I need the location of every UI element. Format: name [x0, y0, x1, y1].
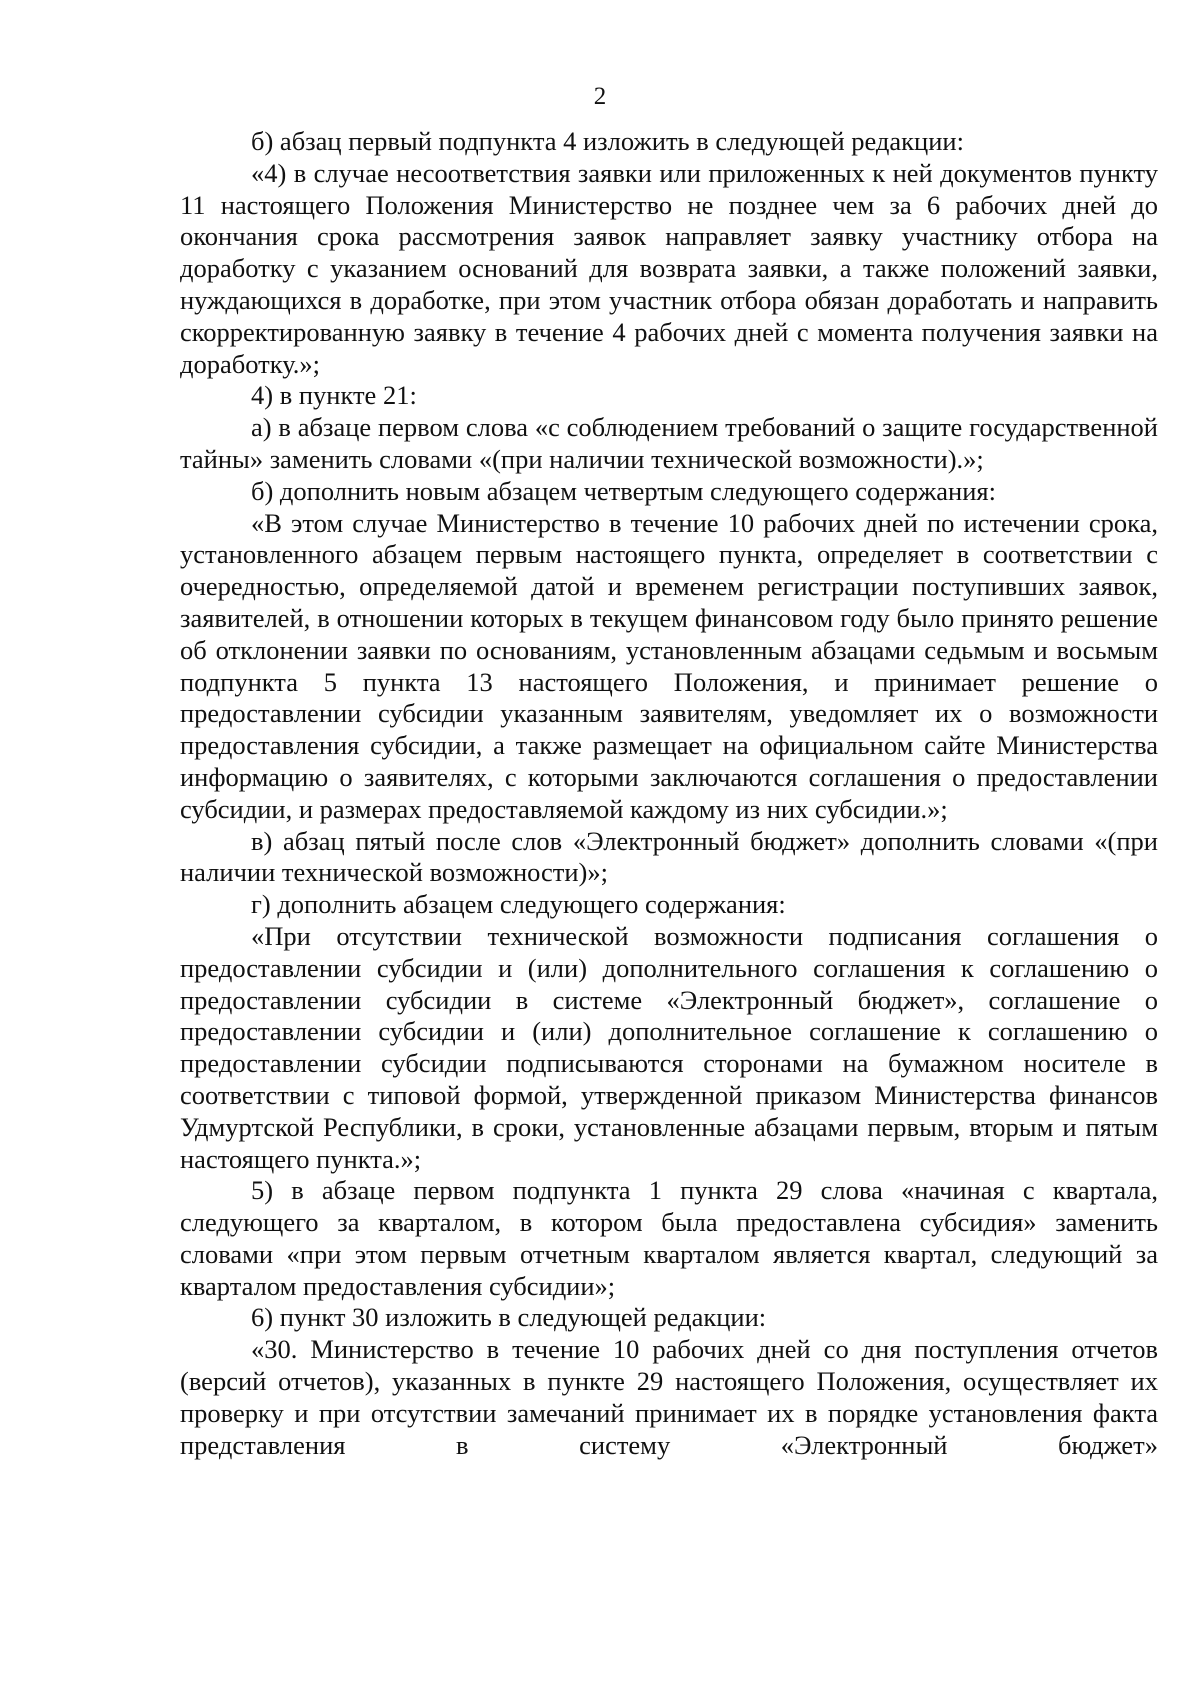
paragraph-21-b: б) дополнить новым абзацем четвертым следующего содержания: [251, 475, 996, 506]
paragraph-21-v: в) абзац пятый после слов «Электронный бюджет» дополнить словами «(при наличии технической возможности)»; [180, 825, 1158, 888]
paragraph-point-30-text: «30. Министерство в течение 10 рабочих дней со дня поступления отчетов (версий отчетов), указанных в пункте 29 настоящего Положения, осуществляет их проверку и при отсутствии замечаний принимает их в порядке установления факта представления в систему «Электронный бюджет» [180, 1334, 1158, 1460]
paragraph-point-30: 6) пункт 30 изложить в следующей редакции: [251, 1302, 767, 1333]
paragraph-21-a: а) в абзаце первом слова «с соблюдением требований о защите государственной тайны» заменить словами «(при наличии технической возможности).»; [180, 412, 1158, 474]
paragraph-21-b-text: «В этом случае Министерство в течение 10 рабочих дней по истечении срока, установленного абзацем первым настоящего пункта, определяет в соответствии с очередностью, определяемой датой и временем регистрации поступивших заявок, заявителей, в отношении которых в текущем финансовом году было принято решение об отклонении заявки по основаниям, установленным абзацами седьмым и восьмым подпункта 5 пункта 13 настоящего Положения, и принимает решение о предоставлении субсидии указанным заявителям, уведомляет их о возможности предоставления субсидии, а также размещает на официальном сайте Министерства информацию о заявителях, с которыми заключаются соглашения о предоставлении субсидии, и размерах предоставляемой каждому из них субсидии.»; [180, 507, 1158, 824]
paragraph-21-g: г) дополнить абзацем следующего содержания: [251, 889, 786, 920]
paragraph-amend-subpoint-4: б) абзац первый подпункта 4 изложить в следующей редакции: [251, 126, 964, 156]
document-body [180, 126, 1158, 1461]
paragraph-subpoint-4-text: «4) в случае несоответствия заявки или приложенных к ней документов пункту 11 настоящего Положения Министерство не позднее чем за 6 рабочих дней до окончания срока рассмотрения заявок направляет заявку участнику отбора на доработку с указанием оснований для возврата заявки, а также положений заявки, нуждающихся в доработке, при этом участник отбора обязан доработать и направить скорректированную заявку в течение 4 рабочих дней с момента получения заявки на доработку.»; [180, 157, 1158, 379]
paragraph-point-21: 4) в пункте 21: [251, 380, 417, 411]
paragraph-21-g-text: «При отсутствии технической возможности подписания соглашения о предоставлении субсидии и (или) дополнительного соглашения к соглашению о предоставлении субсидии в системе «Электронный бюджет», соглашение о предоставлении субсидии и (или) дополнительное соглашение к соглашению о предоставлении субсидии подписываются сторонами на бумажном носителе в соответствии с типовой формой, утвержденной приказом Министерства финансов Удмуртской Республики, в сроки, установленные абзацами первым, вторым и пятым настоящего пункта.»; [180, 920, 1158, 1174]
paragraph-point-29: 5) в абзаце первом подпункта 1 пункта 29 слова «начиная с квартала, следующего за кварталом, в котором была предоставлена субсидия» заменить словами «при этом первым отчетным кварталом является квартал, следующий за кварталом предоставления субсидии»; [180, 1175, 1158, 1301]
page-number: 2 [593, 83, 607, 110]
